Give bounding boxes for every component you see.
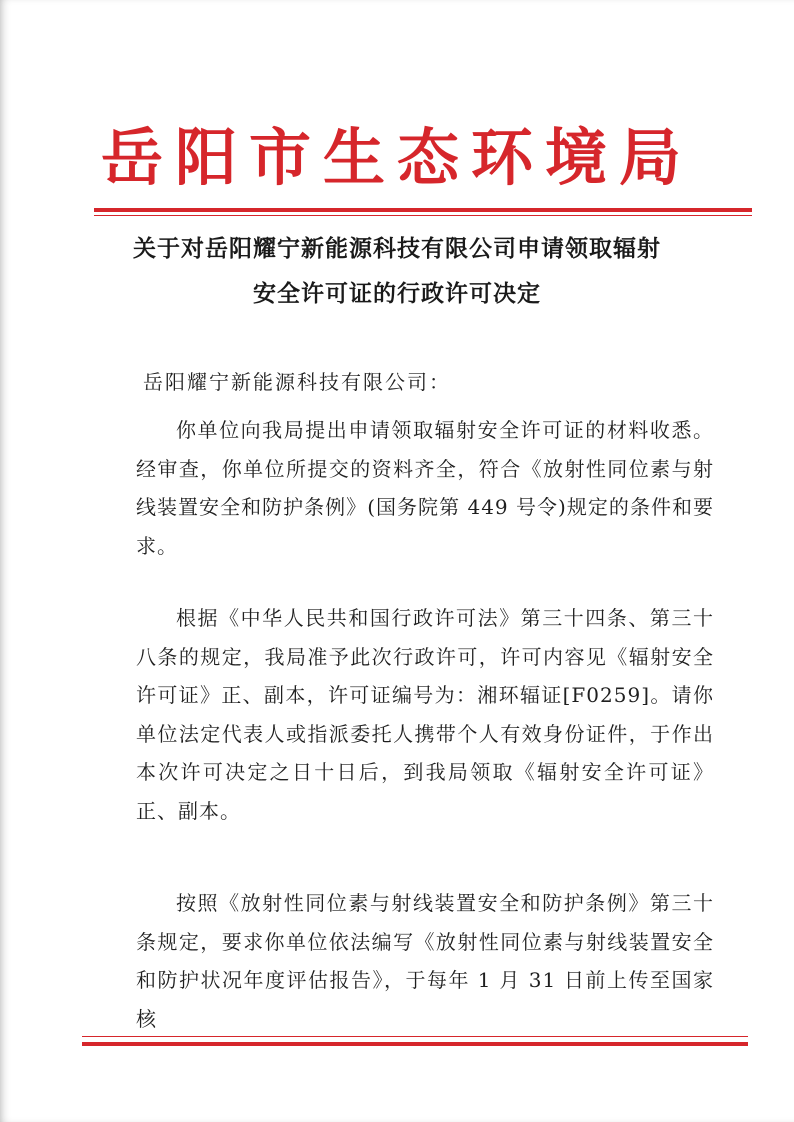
paragraph-1: 你单位向我局提出申请领取辐射安全许可证的材料收悉。经审查，你单位所提交的资料齐全，符合《放射性同位素与射线装置安全和防护条例》(国务院第 449 号令)规定的条件和要求。 <box>136 418 714 558</box>
footer-rule-thin <box>82 1036 748 1037</box>
paragraph-2: 根据《中华人民共和国行政许可法》第三十四条、第三十八条的规定，我局准予此次行政许可，许可内容见《辐射安全许可证》正、副本，许可证编号为：湘环辐证[F0259]。请你单位法定代表人或指派委托人携带个人有效身份证件，于作出本次许可决定之日十日后，到我局领取《辐射安全许可证》正、副本。 <box>136 606 714 823</box>
salutation: 岳阳耀宁新能源科技有限公司： <box>143 370 451 394</box>
letterhead-org-name: 岳阳市生态环境局 <box>100 121 693 194</box>
letterhead-rule-thick <box>94 208 752 212</box>
letterhead-rule-thin <box>94 215 752 216</box>
document-title-line-2: 安全许可证的行政许可决定 <box>253 281 541 307</box>
document-title-line-1: 关于对岳阳耀宁新能源科技有限公司申请领取辐射 <box>133 236 661 262</box>
footer-rule-thick <box>82 1042 748 1046</box>
paragraph-3: 按照《放射性同位素与射线装置安全和防护条例》第三十条规定，要求你单位依法编写《放射性同位素与射线装置安全和防护状况年度评估报告》，于每年 1 月 31 日前上传至国家核 <box>136 891 714 1031</box>
